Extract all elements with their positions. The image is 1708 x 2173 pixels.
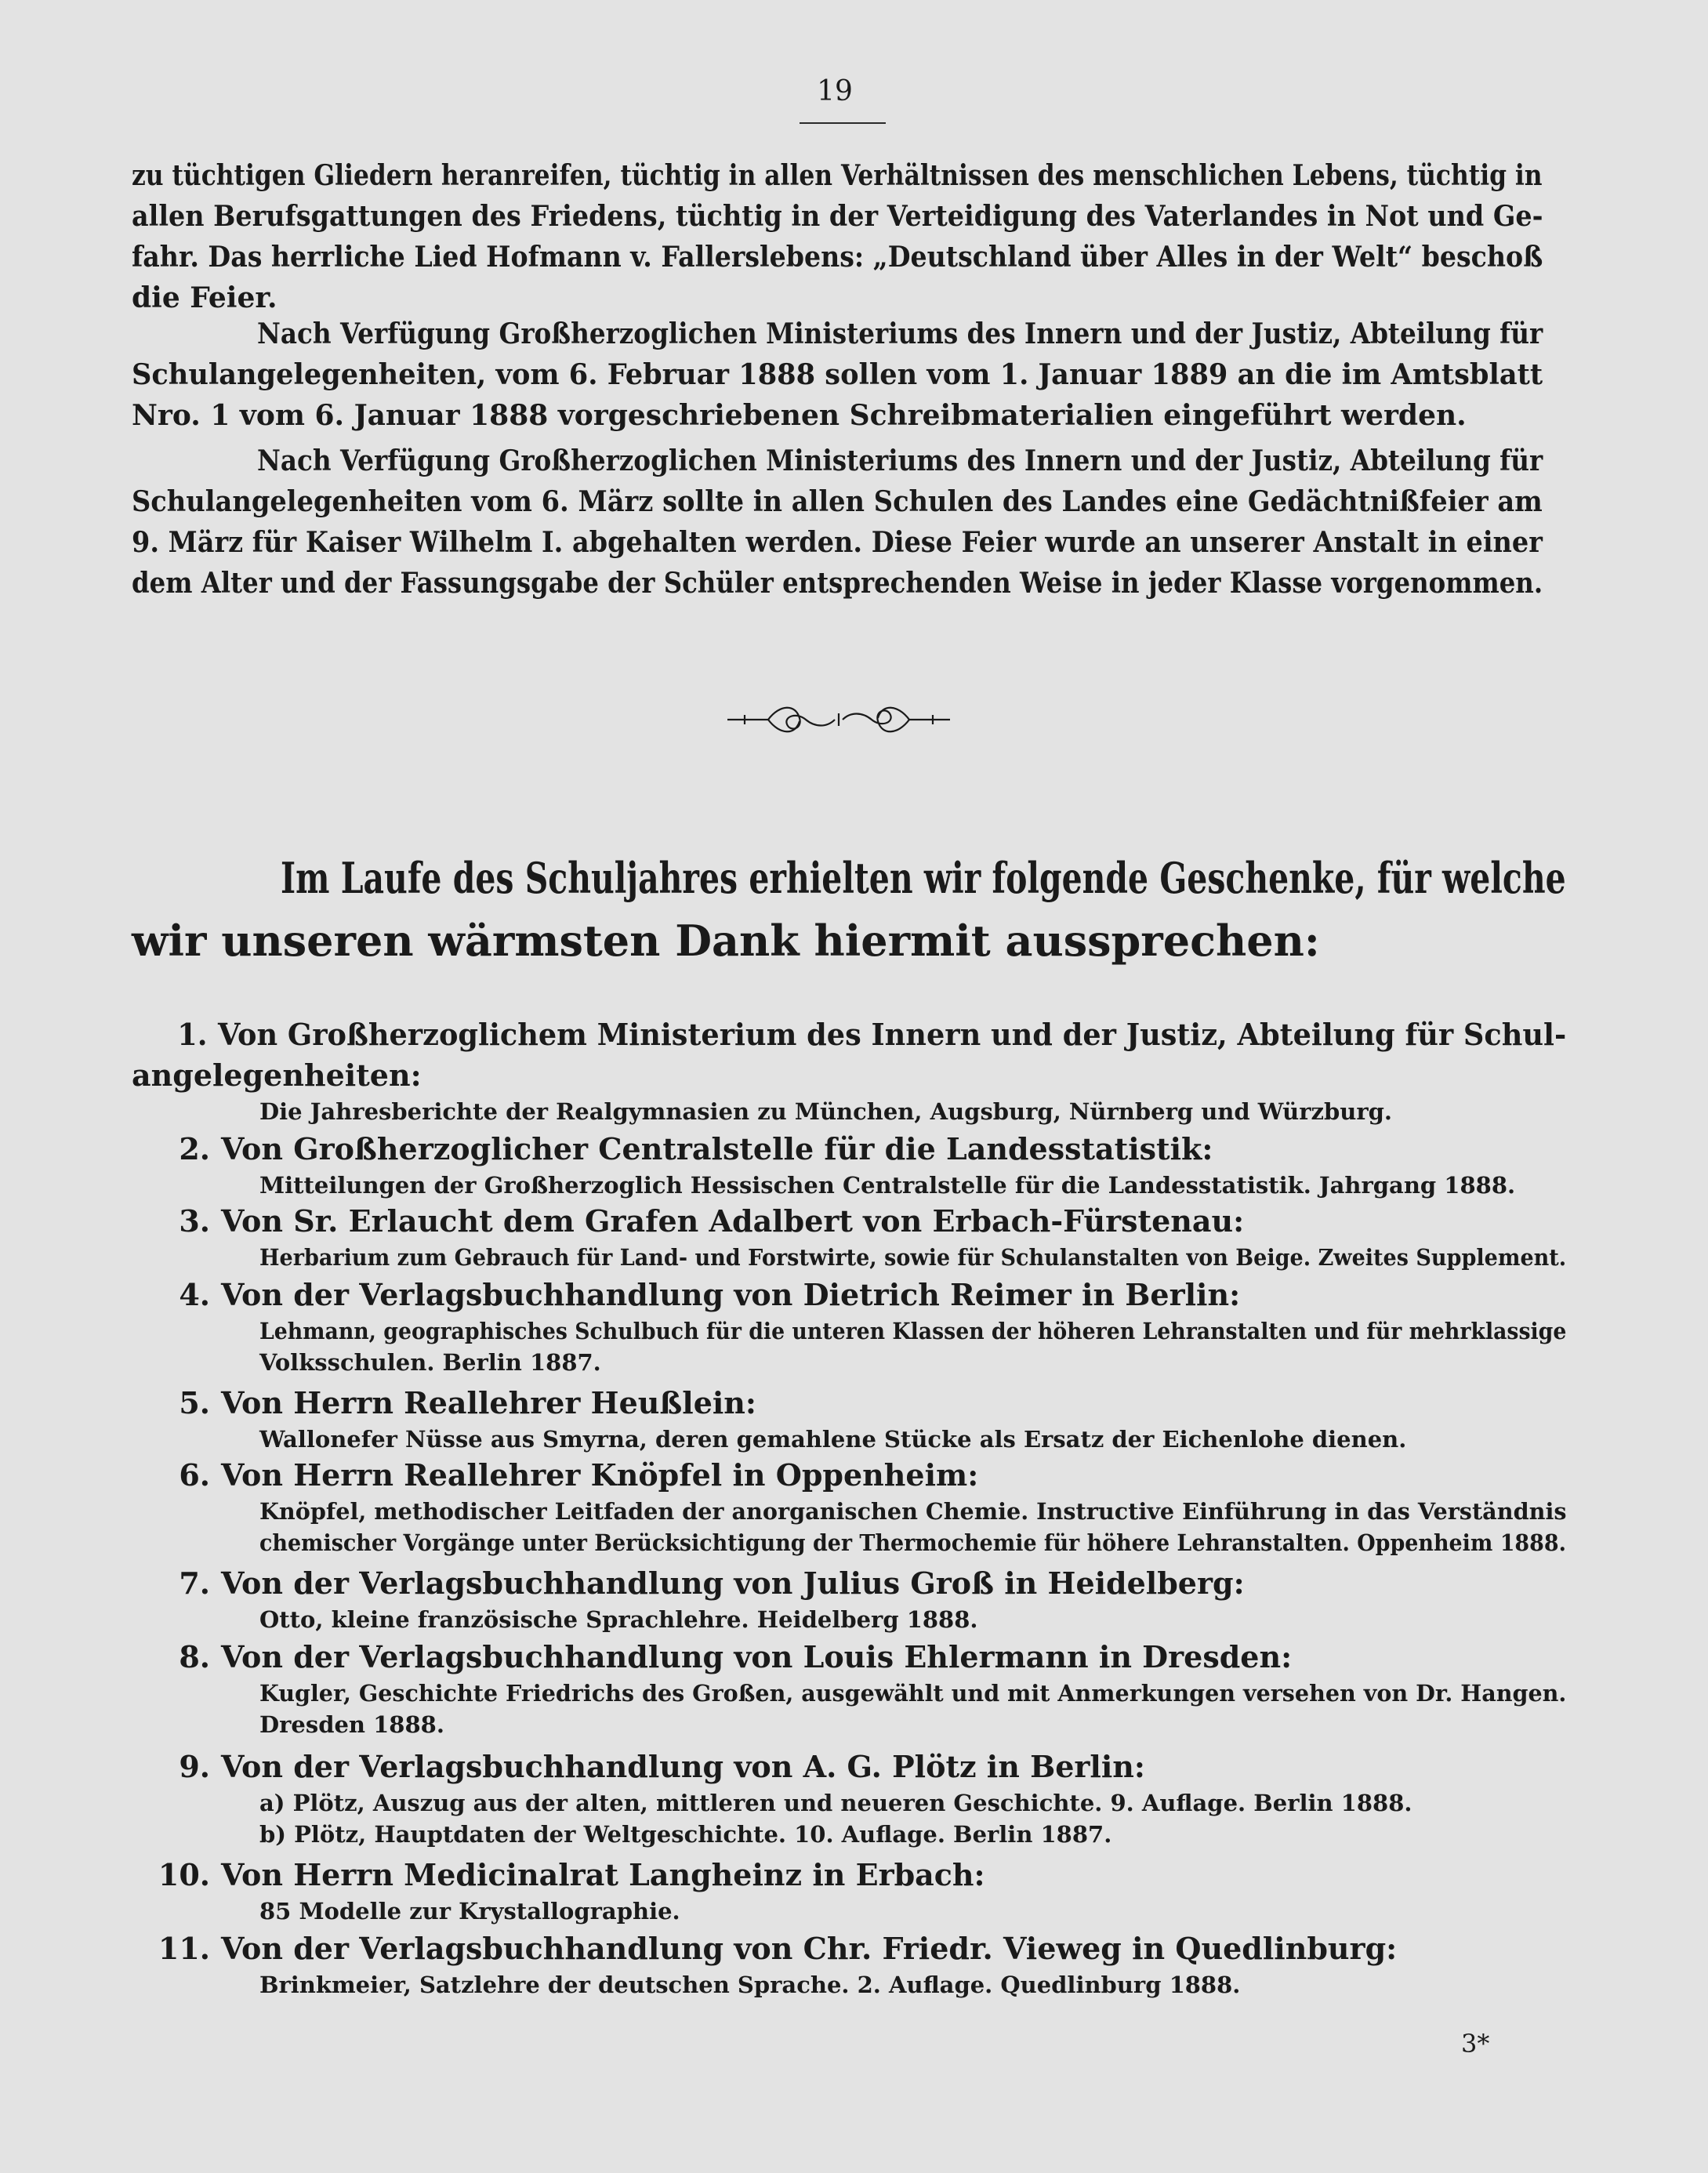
- text-line: dem Alter und der Fassungsgabe der Schüler entsprechenden Weise in jeder Klasse vorgenommen.: [132, 567, 1543, 600]
- entry-number: 1.: [177, 1017, 208, 1052]
- entry-number: 10.: [158, 1857, 210, 1892]
- entry-number: 7.: [179, 1565, 210, 1601]
- entry-number: 6.: [179, 1457, 210, 1493]
- entry-donor-continuation: angelegenheiten:: [132, 1057, 422, 1093]
- text-line: Schulangelegenheiten vom 6. März sollte in allen Schulen des Landes eine Gedächtnißfeier am: [132, 485, 1543, 518]
- entry-donor: Von Großherzoglichem Ministerium des Innern und der Justiz, Abteilung für Schul-: [217, 1017, 1567, 1052]
- entry-number: 2.: [179, 1131, 210, 1166]
- entry-item: Brinkmeier, Satzlehre der deutschen Sprache. 2. Auflage. Quedlinburg 1888.: [259, 1972, 1241, 1998]
- entry-item: Mitteilungen der Großherzoglich Hessischen Centralstelle für die Landesstatistik. Jahrgang 1888.: [259, 1172, 1516, 1199]
- entry-donor: Von Herrn Reallehrer Knöpfel in Oppenheim:: [221, 1457, 979, 1493]
- entry-number: 3.: [179, 1203, 210, 1239]
- section-heading: [132, 847, 1566, 972]
- entry-item: Lehmann, geographisches Schulbuch für die unteren Klassen der höheren Lehranstalten und für mehrklassige: [259, 1318, 1567, 1344]
- entry-item: chemischer Vorgänge unter Berücksichtigung der Thermochemie für höhere Lehranstalten. Oppenheim 1888.: [259, 1529, 1566, 1556]
- intro-paragraph-3: [132, 441, 1543, 604]
- entry-donor: Von der Verlagsbuchhandlung von A. G. Plötz in Berlin:: [221, 1749, 1145, 1784]
- ornament-divider-icon: [721, 696, 956, 743]
- entry-item: 85 Modelle zur Krystallographie.: [259, 1898, 680, 1925]
- gift-entry-6: [132, 1455, 1566, 1558]
- text-line: zu tüchtigen Gliedern heranreifen, tüchtig in allen Verhältnissen des menschlichen Lebens, tüchtig in: [132, 159, 1543, 192]
- gift-entry-11: [132, 1928, 1566, 2001]
- heading-line: Im Laufe des Schuljahres erhielten wir folgende Geschenke, für welche: [281, 853, 1566, 903]
- entry-item: Die Jahresberichte der Realgymnasien zu München, Augsburg, Nürnberg und Würzburg.: [259, 1098, 1393, 1125]
- gift-entry-10: [132, 1855, 1566, 1927]
- entry-number: 5.: [179, 1385, 210, 1420]
- entry-number: 11.: [158, 1931, 210, 1966]
- gift-entry-7: [132, 1563, 1566, 1635]
- entry-donor: Von Sr. Erlaucht dem Grafen Adalbert von Erbach-Fürstenau:: [221, 1203, 1245, 1239]
- text-line: fahr. Das herrliche Lied Hofmann v. Fallerslebens: „Deutschland über Alles in der Welt“ beschoß: [132, 241, 1543, 274]
- intro-paragraph-2: [132, 314, 1543, 436]
- text-line: Schulangelegenheiten, vom 6. Februar 1888 sollen vom 1. Januar 1889 an die im Amtsblatt: [132, 358, 1543, 391]
- entry-donor: Von Großherzoglicher Centralstelle für die Landesstatistik:: [221, 1131, 1213, 1166]
- entry-number: 8.: [179, 1639, 210, 1674]
- entry-item: Herbarium zum Gebrauch für Land- und Forstwirte, sowie für Schulanstalten von Beige. Zweites Supplement.: [259, 1244, 1567, 1271]
- entry-number: 9.: [179, 1749, 210, 1784]
- text-line: Nach Verfügung Großherzoglichen Ministeriums des Innern und der Justiz, Abteilung für: [257, 444, 1543, 477]
- gift-entry-1: [132, 1014, 1566, 1127]
- entry-donor: Von der Verlagsbuchhandlung von Julius Groß in Heidelberg:: [221, 1565, 1245, 1601]
- text-line: 9. März für Kaiser Wilhelm I. abgehalten werden. Diese Feier wurde an unserer Anstalt in einer: [132, 526, 1543, 559]
- page-number: 19: [817, 75, 853, 107]
- gift-entry-3: [132, 1201, 1566, 1273]
- entry-donor: Von Herrn Reallehrer Heußlein:: [221, 1385, 756, 1420]
- text-line: Nach Verfügung Großherzoglichen Ministeriums des Innern und der Justiz, Abteilung für: [257, 317, 1543, 350]
- gift-entry-9: [132, 1747, 1566, 1850]
- entry-item: Kugler, Geschichte Friedrichs des Großen, ausgewählt und mit Anmerkungen versehen von Dr. Hangen.: [259, 1680, 1567, 1707]
- entry-donor: Von der Verlagsbuchhandlung von Chr. Friedr. Vieweg in Quedlinburg:: [221, 1931, 1398, 1966]
- gift-entry-4: [132, 1275, 1566, 1378]
- entry-item: Knöpfel, methodischer Leitfaden der anorganischen Chemie. Instructive Einführung in das Verständnis: [259, 1498, 1567, 1525]
- heading-line: wir unseren wärmsten Dank hiermit aussprechen:: [132, 916, 1320, 966]
- entry-item: Otto, kleine französische Sprachlehre. Heidelberg 1888.: [259, 1606, 978, 1633]
- gift-entry-5: [132, 1383, 1566, 1455]
- entry-item: a) Plötz, Auszug aus der alten, mittleren und neueren Geschichte. 9. Auflage. Berlin 1888.: [259, 1790, 1412, 1816]
- entry-item: b) Plötz, Hauptdaten der Weltgeschichte. 10. Auflage. Berlin 1887.: [259, 1821, 1112, 1848]
- page-number-rule: [800, 122, 886, 124]
- entry-donor: Von der Verlagsbuchhandlung von Dietrich Reimer in Berlin:: [221, 1277, 1241, 1312]
- signature-mark: 3*: [1461, 2029, 1490, 2059]
- entry-item: Dresden 1888.: [259, 1711, 444, 1738]
- entry-item: Volksschulen. Berlin 1887.: [259, 1349, 601, 1376]
- gift-entry-8: [132, 1637, 1566, 1740]
- entry-item: Wallonefer Nüsse aus Smyrna, deren gemahlene Stücke als Ersatz der Eichenlohe dienen.: [259, 1426, 1407, 1453]
- entry-donor: Von der Verlagsbuchhandlung von Louis Ehlermann in Dresden:: [221, 1639, 1293, 1674]
- text-line: Nro. 1 vom 6. Januar 1888 vorgeschriebenen Schreibmaterialien eingeführt werden.: [132, 399, 1467, 432]
- gift-entry-2: [132, 1129, 1566, 1201]
- intro-paragraph-1: [132, 155, 1543, 318]
- entry-donor: Von Herrn Medicinalrat Langheinz in Erbach:: [221, 1857, 985, 1892]
- text-line: die Feier.: [132, 281, 277, 314]
- text-line: allen Berufsgattungen des Friedens, tüchtig in der Verteidigung des Vaterlandes in Not und Ge-: [132, 200, 1543, 233]
- entry-number: 4.: [179, 1277, 210, 1312]
